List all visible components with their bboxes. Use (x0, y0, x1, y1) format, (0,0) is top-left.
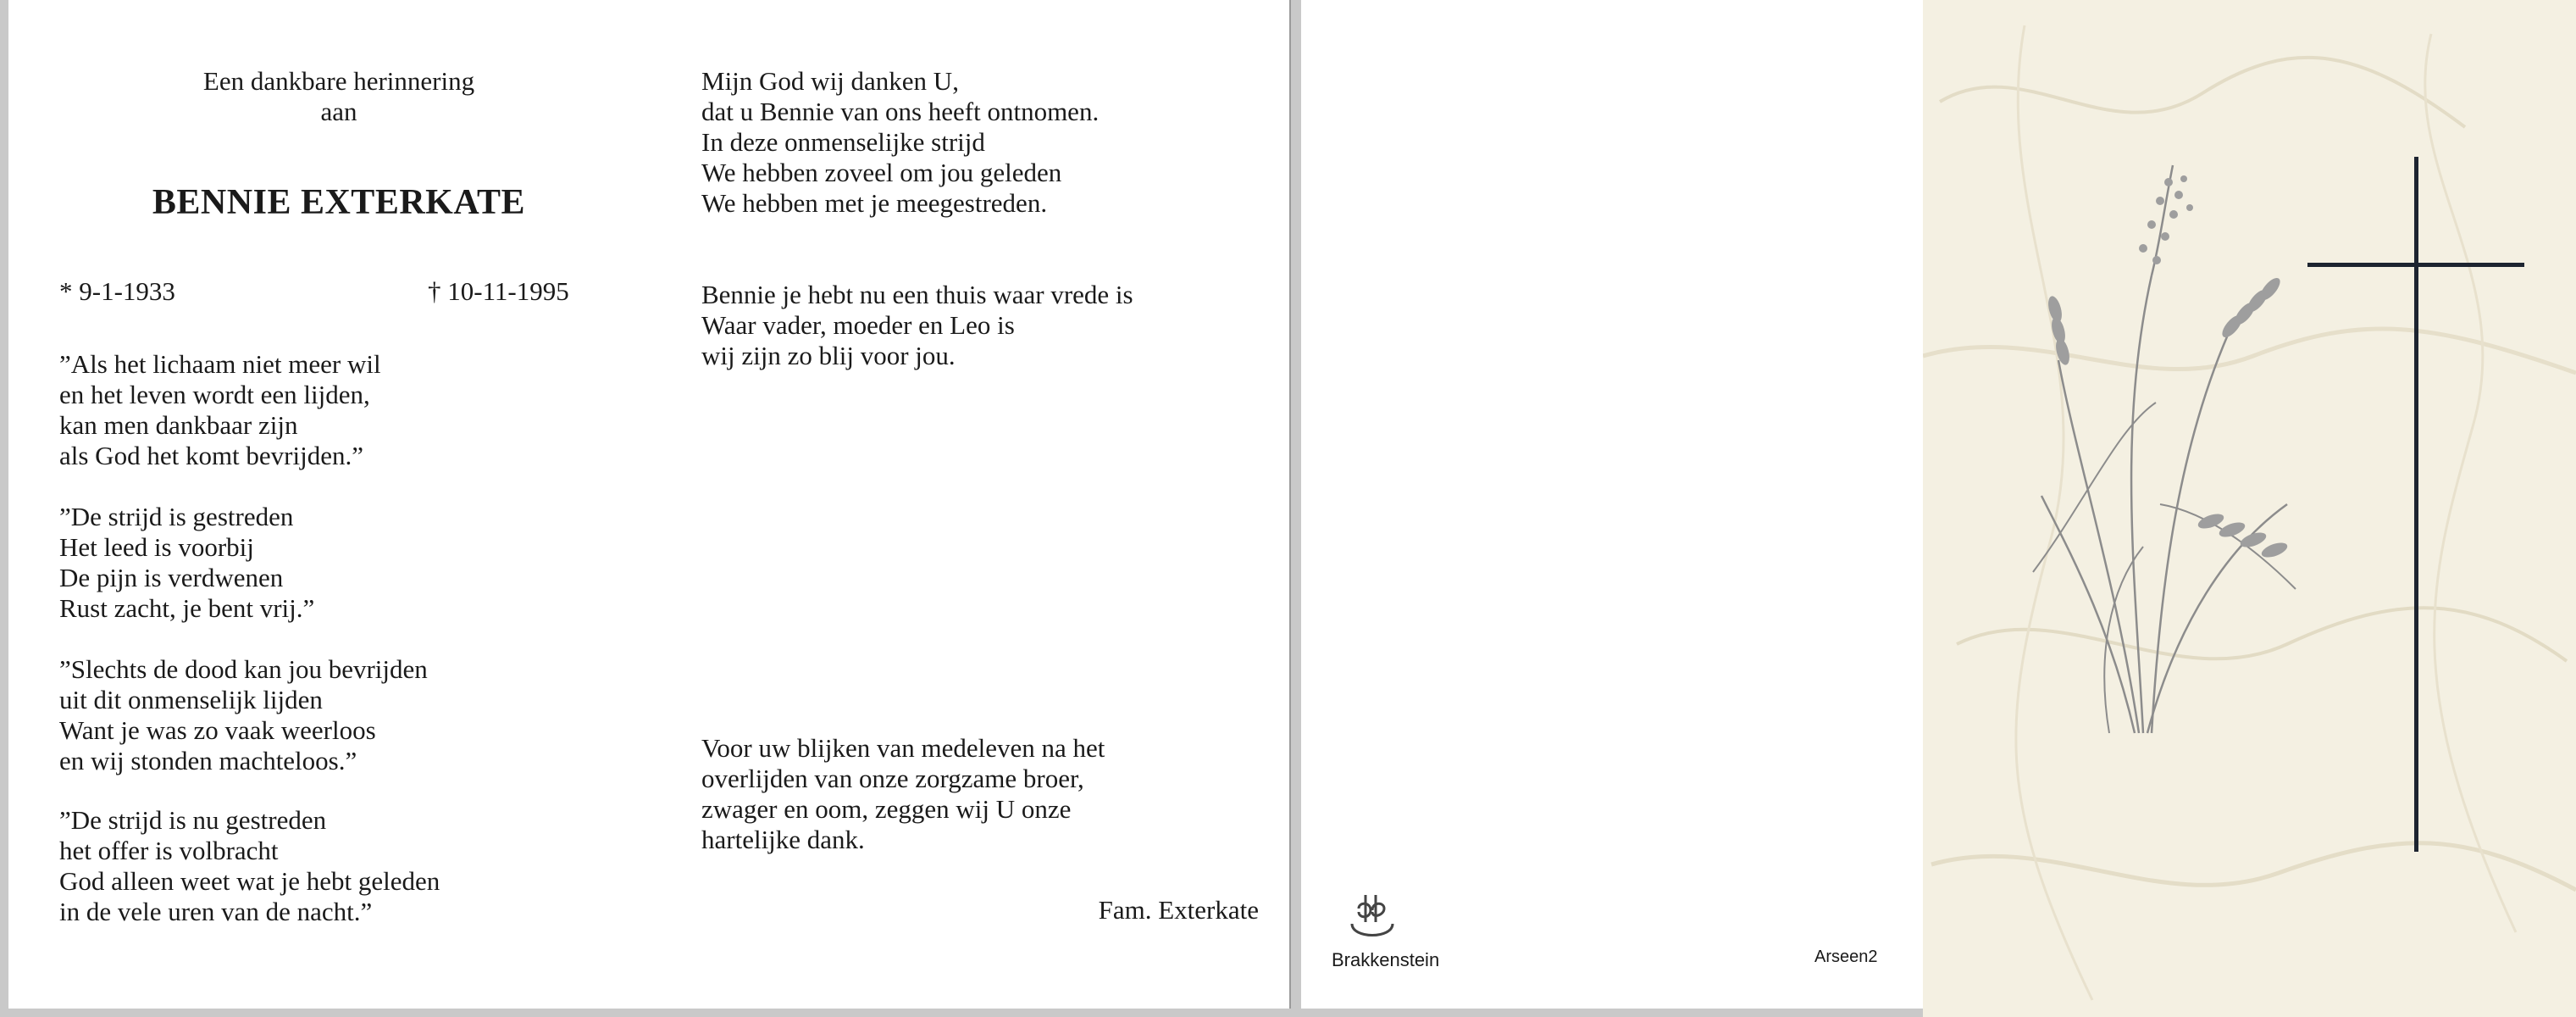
verse-line: Het leed is voorbij (59, 532, 254, 562)
deceased-name: BENNIE EXTERKATE (152, 183, 526, 222)
cross-icon-bar (2307, 263, 2524, 267)
verse-line: ”De strijd is nu gestreden (59, 805, 327, 835)
verse-line: kan men dankbaar zijn (59, 410, 298, 440)
death-date: † 10-11-1995 (428, 276, 569, 306)
verse-line: Rust zacht, je bent vrij.” (59, 593, 315, 623)
thanks-line: overlijden van onze zorgzame broer, (701, 764, 1084, 793)
verse-line: het offer is volbracht (59, 836, 279, 865)
verse-line: wij zijn zo blij voor jou. (701, 341, 956, 370)
card-fold-divider (1289, 0, 1291, 1009)
thanks-message (701, 733, 1252, 855)
card-code: Arseen2 (1814, 948, 1878, 966)
publisher-logo-icon (1347, 890, 1398, 942)
verse-line: We hebben met je meegestreden. (701, 188, 1048, 218)
verse-line: in de vele uren van de nacht.” (59, 897, 373, 926)
verse-line: en het leven wordt een lijden, (59, 380, 370, 409)
intro-text (127, 66, 551, 127)
right-card-page (1301, 0, 1979, 1009)
stanza-2 (59, 502, 601, 624)
verse-line: ”Slechts de dood kan jou bevrijden (59, 654, 428, 684)
prayer-stanza-1 (701, 66, 1252, 219)
publisher-logo-icon (1347, 890, 1449, 947)
verse-line: De pijn is verdwenen (59, 563, 284, 592)
family-signature: Fam. Exterkate (1098, 895, 1259, 925)
prayer-stanza-2 (701, 280, 1252, 371)
thanks-line: Voor uw blijken van medeleven na het (701, 733, 1105, 763)
intro-line-2: aan (320, 97, 357, 126)
verse-line: Want je was zo vaak weerloos (59, 715, 376, 745)
verse-line: Bennie je hebt nu een thuis waar vrede is (701, 280, 1133, 309)
thanks-line: zwager en oom, zeggen wij U onze (701, 794, 1072, 824)
wheat-illustration (2016, 148, 2321, 742)
verse-line: We hebben zoveel om jou geleden (701, 158, 1062, 187)
cross-icon (2414, 157, 2418, 852)
birth-date: * 9-1-1933 (59, 276, 175, 306)
verse-line: God alleen weet wat je hebt geleden (59, 866, 440, 896)
verse-line: uit dit onmenselijk lijden (59, 685, 323, 714)
verse-line: Mijn God wij danken U, (701, 66, 959, 96)
verse-line: ”De strijd is gestreden (59, 502, 294, 531)
stanza-3 (59, 654, 601, 776)
verse-line: dat u Bennie van ons heeft ontnomen. (701, 97, 1100, 126)
intro-line-1: Een dankbare herinnering (202, 66, 475, 96)
verse-line: In deze onmenselijke strijd (701, 127, 985, 157)
stanza-1 (59, 349, 601, 471)
publisher-name: Brakkenstein (1332, 949, 1440, 970)
thanks-line: hartelijke dank. (701, 825, 865, 854)
verse-line: en wij stonden machteloos.” (59, 746, 357, 775)
stanza-4 (59, 805, 601, 927)
verse-line: als God het komt bevrijden.” (59, 441, 363, 470)
verse-line: Waar vader, moeder en Leo is (701, 310, 1015, 340)
verse-line: ”Als het lichaam niet meer wil (59, 349, 381, 379)
